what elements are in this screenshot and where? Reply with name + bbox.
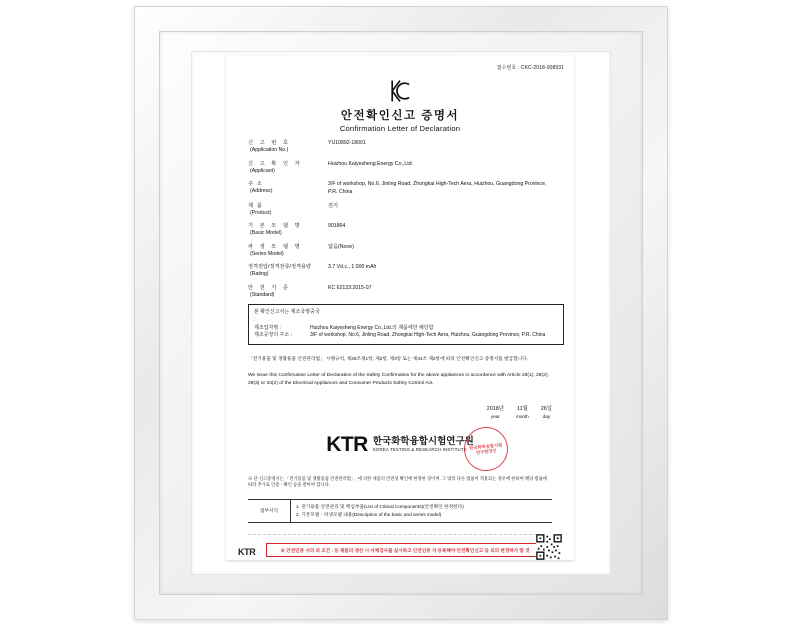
document-title-english: Confirmation Letter of Declaration	[339, 124, 461, 133]
field-row-address	[248, 181, 554, 196]
issuer-name-english: KOREA TESTING & RESEARCH INSTITUTE	[372, 447, 467, 453]
field-value-basic-model: 901864	[328, 223, 346, 230]
ktr-logo: KTR	[326, 433, 368, 456]
field-value-rating: 3.7 Vd.c., 1 000 mAh	[328, 264, 377, 271]
field-row-basic-model	[248, 223, 554, 237]
field-row-product	[248, 203, 554, 217]
issue-date-year-caption: year	[490, 413, 500, 419]
field-value-series-model: 없음(None)	[328, 243, 354, 250]
declaration-key-country: 본 확인신고서는 제조국명 :	[254, 309, 310, 323]
issue-date-day-caption: day	[542, 413, 551, 419]
field-value-product: 전지	[328, 202, 339, 209]
kc-mark-icon	[387, 78, 413, 104]
attachment-item-1: 1. 전기용품 안전관리 및 핵심부품(List of Critical Components)(안전확인 한정한다)	[296, 504, 464, 509]
attachments-list	[291, 500, 552, 522]
issue-date-month-value: 11월	[516, 406, 528, 412]
legal-statement-english: We issue this Confirmation Letter of Declaration of the Safety Confirmation for the above appliances in accordance with Article 28(1), 28(2), 28(3) or 34(2) of the Electrical Appliances and Consumer Products Safety Control Act.	[248, 373, 549, 386]
field-label-product: 제 품 (Product)	[248, 202, 272, 216]
issue-date-month	[516, 406, 529, 420]
declaration-row-manufacturer	[254, 325, 558, 333]
document-title-korean: 안전확인신고 증명서	[340, 110, 460, 122]
issuer-name-korean: 한국화학융합시험연구원	[372, 436, 474, 448]
field-value-address: 3/F of workshop, No.6, Jinling Road, Zhongkai High-Tech Aera, Huizhou, Guangdong Province, P.R. China	[328, 181, 547, 195]
field-label-rating: 정격전압/정격전류/정격용량 (Rating)	[248, 264, 312, 278]
declaration-row-country	[254, 309, 558, 325]
field-label-standard: 안 전 기 준 (Standard)	[248, 284, 291, 298]
field-value-standard: KC 62133:2015-07	[328, 284, 372, 291]
declaration-value-manufacturer: Huizhou Kaiyesheng Energy Co.,Ltd.의 제품에만 해당함	[310, 324, 434, 331]
certificate-document	[226, 56, 574, 560]
legal-statement-korean: 「전기용품 및 생활용품 안전관리법」 시행규칙, 제28조제1항, 제2항, 제3항 또는 제34조 제2항에 따라 안전확인신고 증명서를 발급합니다.	[248, 356, 529, 361]
field-row-standard	[248, 285, 554, 299]
issue-date-month-caption: month	[516, 413, 529, 419]
footnote: ※ 단 신고증명서는 「전기용품 및 생활용품 안전관리법」, 에 의한 제품의 안전성 확인에 한정한 것이며, 그 밖의 다른 법률이 적용되는 경우에 한하여 해당 법률에 따라 추가로 인증ㆍ확인 등을 받아야 합니다.	[248, 476, 547, 488]
field-row-series-model	[248, 244, 554, 258]
field-row-applicant	[248, 161, 554, 175]
declaration-box	[248, 304, 564, 345]
field-label-applicant: 신 고 확 인 자 (Applicant)	[248, 160, 303, 174]
field-value-applicant: Huizhou Kaiyesheng Energy Co.,Ltd.	[328, 160, 414, 167]
field-list	[248, 140, 554, 305]
declaration-key-factory-address: 제조공장의 주소 :	[254, 332, 292, 339]
issue-date-year-value: 2018년	[486, 406, 504, 412]
divider	[248, 534, 552, 535]
issue-date-year	[487, 406, 504, 420]
field-label-basic-model: 기 본 모 델 명 (Basic Model)	[248, 223, 303, 237]
issue-date	[402, 406, 552, 420]
field-row-rating	[248, 264, 554, 278]
field-label-address: 주 소 (Address)	[248, 181, 273, 195]
official-seal: 한국화학융합시험연구원장인	[462, 425, 510, 473]
field-value-application-no: YU10892-18001	[328, 140, 366, 146]
attachments-caption: 첨부서식	[248, 500, 291, 522]
receipt-number: 접수번호 : CKC-2018-008931	[496, 65, 564, 71]
attachments-table	[248, 499, 552, 523]
declaration-value-factory-address: 3/F of workshop, No.6, Jinling Road, Zhongkai High-Tech Aera, Huizhou, Guangdong Province, P.R. China	[310, 332, 546, 339]
declaration-row-factory-address	[254, 332, 558, 340]
field-label-series-model: 파 생 모 델 명 (Series Model)	[248, 243, 303, 257]
ktr-footer-logo: KTR	[238, 547, 256, 557]
field-row-application-no	[248, 140, 554, 154]
declaration-value-country: 중국	[310, 309, 320, 315]
issuer-names	[373, 437, 474, 453]
issuer-block	[226, 430, 574, 460]
issue-date-day	[541, 406, 552, 420]
declaration-key-manufacturer: 제조업자명 :	[254, 324, 281, 331]
bottom-notice: ※ 안전인증 서의 외 조건 : 등 제품의 생산 시 사체검사를 실시하고 안전인증 지 등록해야 안전확인신고 등 외의 변경하지 말 것	[266, 543, 544, 557]
attachment-item-2: 2. 기본모델ㆍ파생모델 내용(Description of the basic and series model)	[296, 511, 442, 517]
qr-code-icon	[536, 534, 562, 560]
field-label-application-no: 신 고 번 호 (Application No.)	[248, 140, 291, 154]
issue-date-day-value: 26일	[540, 406, 552, 412]
